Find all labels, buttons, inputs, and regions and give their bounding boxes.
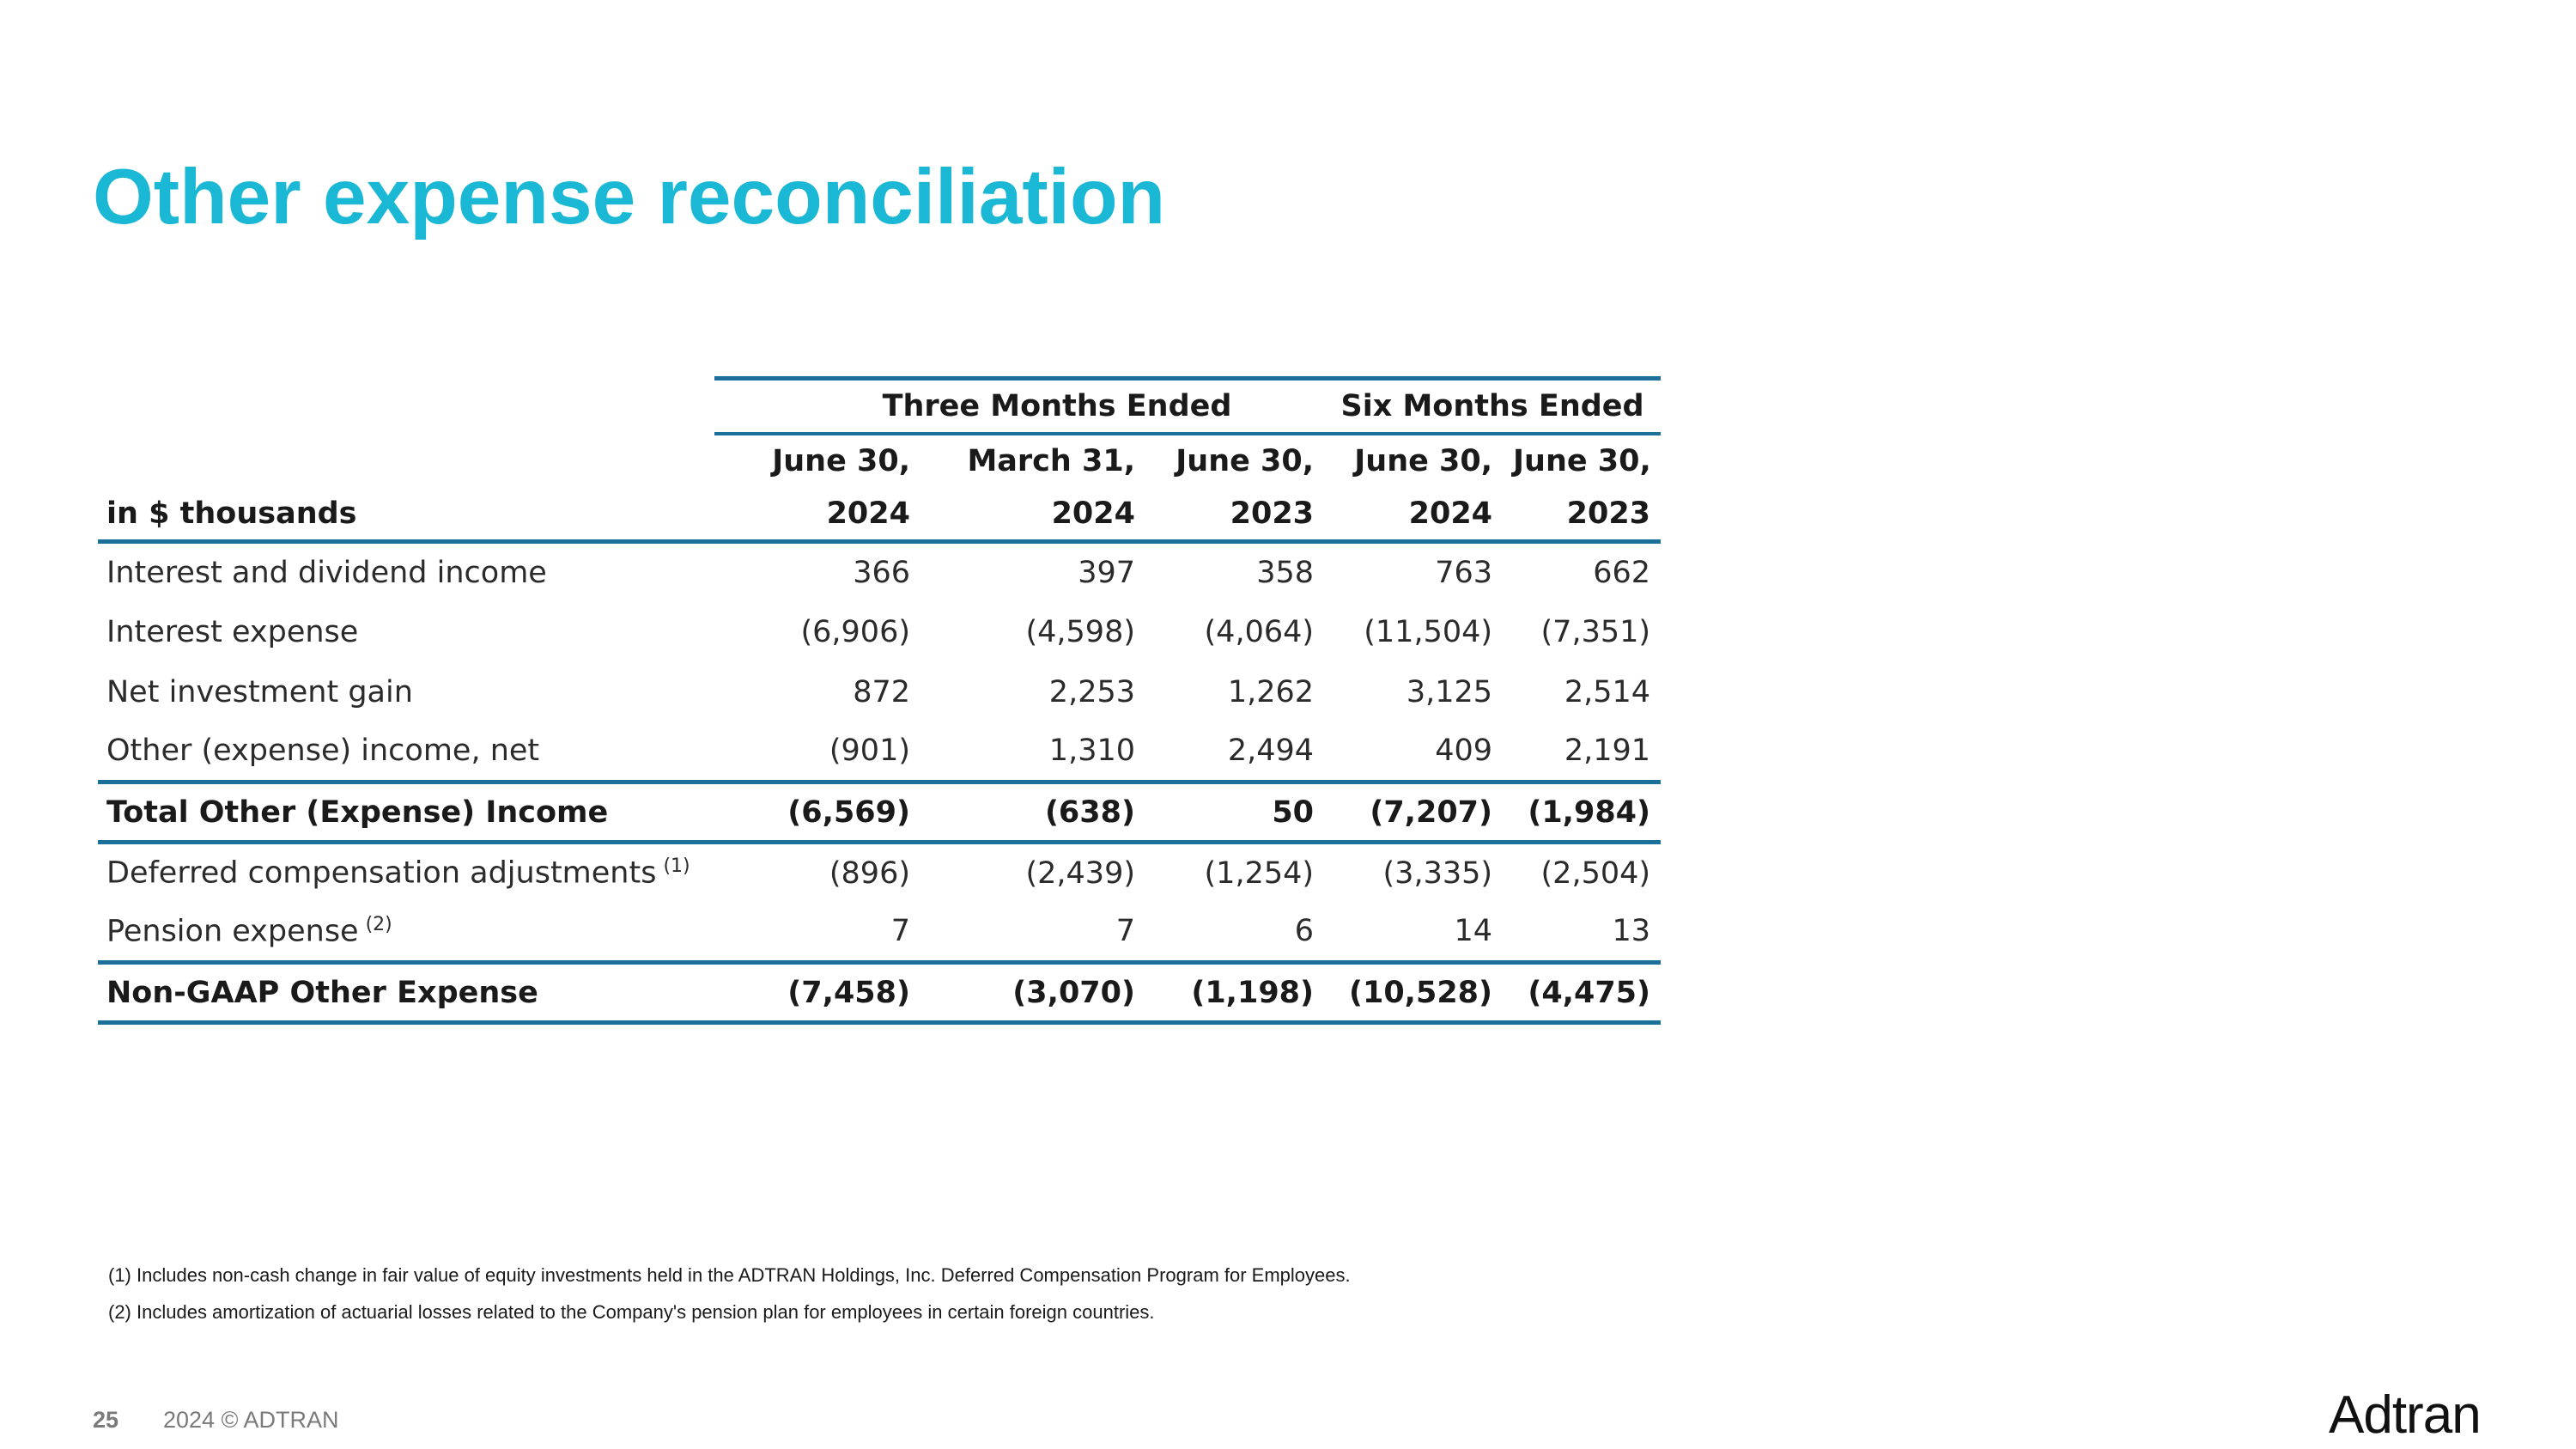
table-cell: 662 (1593, 555, 1651, 590)
table-cell: (11,504) (1364, 614, 1493, 649)
table-cell: 872 (853, 674, 910, 709)
table-row (98, 903, 1661, 963)
table-cell: 14 (1454, 914, 1493, 949)
non-gaap-total-row (98, 963, 1661, 1023)
reconciliation-table (98, 376, 1661, 1025)
row-label: Interest and dividend income (106, 555, 547, 590)
column-date: June 30, (1145, 434, 1324, 488)
table-cell: 397 (1078, 555, 1135, 590)
table-row (98, 602, 1661, 662)
row-label: Interest expense (106, 614, 359, 649)
table-cell: 7 (1115, 914, 1135, 949)
column-date: March 31, (920, 434, 1145, 488)
row-label: Net investment gain (106, 674, 413, 709)
table-cell: 7 (890, 914, 910, 949)
table-cell: 1,262 (1227, 674, 1315, 709)
table-cell: 2,514 (1564, 674, 1651, 709)
footnote-marker: (2) (365, 913, 392, 935)
table-cell: (3,070) (920, 963, 1145, 1023)
page-title: Other expense reconciliation (93, 154, 1166, 240)
column-year: 2024 (1324, 488, 1503, 542)
adtran-logo: Adtran (2329, 1385, 2481, 1445)
column-year: 2023 (1503, 488, 1661, 542)
table-cell: (7,207) (1324, 782, 1503, 843)
copyright-text: 2024 © ADTRAN (163, 1407, 339, 1433)
table-cell: (638) (920, 782, 1145, 843)
table-cell: 2,191 (1564, 734, 1651, 769)
column-date: June 30, (714, 434, 920, 488)
group-header-row (98, 379, 1661, 434)
column-date: June 30, (1503, 434, 1661, 488)
row-label-text: Deferred compensation adjustments (106, 856, 657, 892)
page-number: 25 (93, 1407, 119, 1433)
group-header-three-months: Three Months Ended (714, 379, 1324, 434)
table-cell: 358 (1256, 555, 1315, 590)
table-cell: (6,906) (800, 614, 910, 649)
row-label: Total Other (Expense) Income (98, 782, 714, 843)
column-date: June 30, (1324, 434, 1503, 488)
table-row (98, 843, 1661, 903)
table-cell: (7,458) (714, 963, 920, 1023)
year-header-row (98, 488, 1661, 542)
table-cell: (1,984) (1503, 782, 1661, 843)
unit-label: in $ thousands (98, 488, 714, 542)
table-cell: 763 (1435, 555, 1493, 590)
footnote-1: (1) Includes non-cash change in fair value of equity investments held in the ADTRAN Holdings, Inc. Deferred Compensation Program for Employees. (108, 1264, 1351, 1286)
footnote-2: (2) Includes amortization of actuarial losses related to the Company's pension plan for employees in certain foreign countries. (108, 1301, 1155, 1323)
footnote-marker: (1) (663, 855, 690, 878)
column-year: 2024 (920, 488, 1145, 542)
table-row (98, 722, 1661, 782)
table-cell: (7,351) (1540, 614, 1651, 649)
table-cell: (2,504) (1540, 855, 1651, 891)
row-label (98, 843, 714, 903)
table-cell: (2,439) (1025, 855, 1135, 891)
table-cell: 13 (1612, 914, 1651, 949)
table-cell: 1,310 (1048, 734, 1135, 769)
table-cell: 2,494 (1227, 734, 1315, 769)
row-label: Non-GAAP Other Expense (98, 963, 714, 1023)
table-cell: (1,198) (1145, 963, 1324, 1023)
column-year: 2023 (1145, 488, 1324, 542)
row-label: Other (expense) income, net (106, 734, 540, 769)
table-cell: (1,254) (1204, 855, 1315, 891)
table-cell: (4,064) (1204, 614, 1315, 649)
table-cell: 6 (1294, 914, 1315, 949)
table-cell: 3,125 (1406, 674, 1493, 709)
group-header-six-months: Six Months Ended (1324, 379, 1661, 434)
table-cell: (901) (829, 734, 910, 769)
date-header-row (98, 434, 1661, 488)
table-row (98, 542, 1661, 602)
table-cell: (896) (829, 855, 910, 891)
table-cell: 50 (1145, 782, 1324, 843)
table-cell: (6,569) (714, 782, 920, 843)
row-label-text: Pension expense (106, 914, 359, 949)
reconciliation-table-container (98, 376, 1661, 1025)
table-cell: 409 (1435, 734, 1493, 769)
table-cell: (4,598) (1025, 614, 1135, 649)
table-cell: 366 (853, 555, 910, 590)
row-label (98, 903, 714, 963)
table-row (98, 662, 1661, 722)
table-cell: (10,528) (1324, 963, 1503, 1023)
total-row (98, 782, 1661, 843)
table-cell: (3,335) (1382, 855, 1493, 891)
table-cell: 2,253 (1048, 674, 1135, 709)
table-cell: (4,475) (1503, 963, 1661, 1023)
footnotes (108, 1257, 1351, 1330)
column-year: 2024 (714, 488, 920, 542)
